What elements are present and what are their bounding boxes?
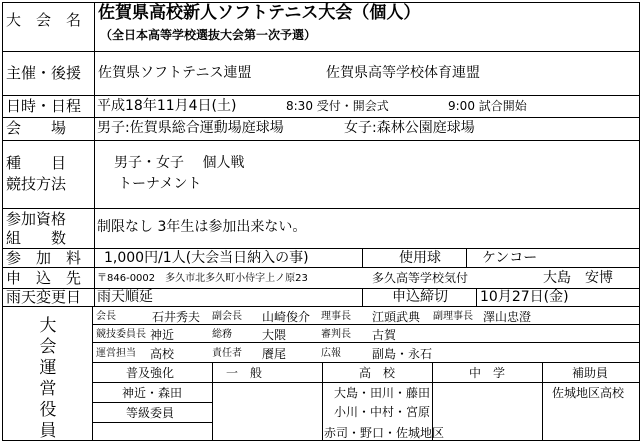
officer-role: 広報 [321, 348, 341, 359]
fee-value: 1,000円/1人(大会当日納入の事) [104, 250, 309, 266]
column-header: 中 学 [469, 366, 506, 380]
fukyu-committee: 等級委員 [126, 406, 175, 420]
divider [476, 288, 477, 306]
sponsor-label: 主催・後援 [6, 64, 82, 82]
divider [212, 362, 213, 441]
officer-role: 会長 [96, 311, 116, 322]
fukyu-members: 神近・森田 [122, 386, 183, 400]
officer-name: 山崎俊介 [262, 310, 311, 324]
divider [322, 362, 323, 441]
column-header: 補助員 [572, 366, 609, 380]
divider [2, 306, 640, 307]
venue-label: 会 場 [6, 119, 67, 137]
officer-role: 総務 [212, 329, 232, 340]
divider [2, 95, 640, 96]
officer-role: 副理事長 [433, 311, 473, 322]
rain-label: 雨天変更日 [6, 288, 82, 306]
divider [92, 422, 212, 423]
divider [466, 248, 467, 267]
divider [92, 306, 93, 441]
officer-name: 石井秀夫 [152, 310, 201, 324]
title-label: 大 会 名 [6, 11, 82, 29]
sponsor-org2: 佐賀県高等学校体育連盟 [326, 65, 480, 81]
officer-role: 運営担当 [96, 348, 136, 359]
officer-name: 大隈 [262, 328, 287, 342]
divider [2, 267, 640, 268]
event-label: 種 目 [6, 154, 67, 172]
officer-name: 江頭武典 [372, 310, 421, 324]
reception-time: 8:30 受付・開会式 [286, 99, 389, 113]
divider [94, 2, 95, 306]
tournament-title: 佐賀県高校新人ソフトテニス大会（個人） [98, 3, 421, 23]
event-date: 平成18年11月4日(土) [97, 98, 237, 114]
tournament-subtitle: （全日本高等学校選抜大会第一次予選） [100, 28, 317, 42]
officer-role: 競技委員長 [96, 329, 146, 340]
divider [92, 362, 640, 363]
divider [2, 117, 640, 118]
divider [92, 402, 212, 403]
officer-name: 高校 [150, 347, 175, 361]
application-label: 申 込 先 [6, 269, 82, 287]
divider [362, 248, 363, 267]
rain-value: 雨天順延 [97, 289, 153, 305]
divider [2, 140, 640, 141]
officer-name: 神近 [150, 328, 175, 342]
application-school: 多久高等学校気付 [372, 271, 469, 285]
deadline-label: 申込締切 [392, 289, 448, 305]
officer-role: 理事長 [321, 311, 351, 322]
koukou-members: 赤司・野口・佐城地区 [324, 426, 445, 440]
ball-value: ケンコー [482, 250, 538, 266]
event-categories: 男子・女子 個人戦 [114, 155, 245, 171]
divider [542, 362, 543, 441]
groups-label: 組 数 [6, 229, 67, 247]
divider [2, 248, 640, 249]
koukou-members: 大島・田川・藤田 [334, 386, 431, 400]
divider [2, 208, 640, 209]
eligibility-label: 参加資格 [6, 210, 67, 228]
officers-label: 大会運営役員 [39, 316, 57, 441]
start-time: 9:00 試合開始 [448, 99, 527, 113]
column-header: 一 般 [226, 366, 263, 380]
format-label: 競技方法 [6, 175, 67, 193]
fee-label: 参 加 料 [6, 249, 82, 267]
divider [92, 382, 640, 383]
officer-name: 副島・永石 [372, 347, 433, 361]
officer-name: 古賀 [372, 328, 397, 342]
divider [92, 342, 640, 343]
competition-format: トーナメント [118, 176, 202, 192]
divider [362, 288, 363, 306]
venue-boys: 男子:佐賀県総合運動場庭球場 [97, 120, 284, 136]
column-header: 高 校 [359, 366, 396, 380]
divider [2, 51, 640, 52]
datetime-label: 日時・日程 [6, 97, 82, 115]
koukou-members: 小川・中村・宮原 [334, 405, 431, 419]
ball-label: 使用球 [399, 250, 441, 266]
officer-role: 審判長 [321, 329, 351, 340]
deadline-value: 10月27日(金) [480, 289, 569, 305]
assistant-schools: 佐城地区高校 [552, 386, 625, 400]
officer-name: 餍尾 [262, 347, 287, 361]
application-address: 〒846-0002 多久市北多久町小侍字上ノ原23 [97, 273, 308, 284]
divider [92, 324, 640, 325]
officer-name: 澤山忠澄 [483, 310, 532, 324]
sponsor-org1: 佐賀県ソフトテニス連盟 [98, 65, 252, 81]
application-person: 大島 安博 [543, 270, 613, 286]
officer-role: 責任者 [212, 348, 242, 359]
officer-role: 副会長 [212, 311, 242, 322]
eligibility-value: 制限なし 3年生は参加出来ない。 [97, 219, 307, 235]
venue-girls: 女子:森林公園庭球場 [344, 120, 475, 136]
column-header: 普及強化 [126, 366, 175, 380]
